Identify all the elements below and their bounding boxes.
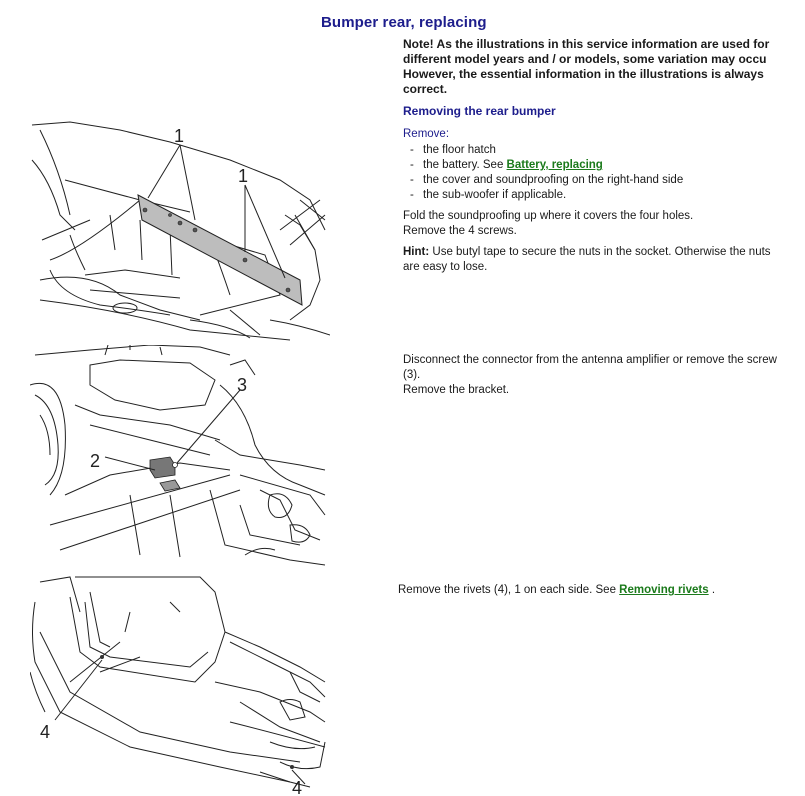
callout-label: 2 (90, 451, 101, 471)
hint-body: Use butyl tape to secure the nuts in the socket. Otherwise the nuts (429, 246, 771, 258)
callout-label: 3 (237, 375, 248, 395)
step2-line2: (3). (403, 369, 421, 381)
step3-text (398, 583, 715, 598)
list-item-text: the sub-woofer if applicable. (423, 189, 567, 201)
list-item: - the battery. See Battery, replacing (410, 159, 603, 171)
hint-text (403, 245, 771, 260)
section-heading: Removing the rear bumper (403, 104, 556, 118)
hint-label: Hint: (403, 246, 430, 258)
note-block (403, 37, 803, 97)
antenna-bracket-illustration (30, 345, 330, 570)
fold-instruction: Fold the soundproofing up where it covers the four holes. (403, 210, 694, 222)
trunk-floor-illustration (30, 120, 330, 345)
step3-suffix: . (708, 584, 716, 596)
list-item: - the cover and soundproofing on the right-hand side (410, 174, 684, 186)
list-item: - the floor hatch (410, 144, 496, 156)
removing-rivets-link[interactable]: Removing rivets (619, 584, 709, 596)
note-line: Note! As the illustrations in this service information are used for (403, 37, 770, 51)
step2-line1: Disconnect the connector from the antenna amplifier or remove the screw (403, 354, 777, 366)
list-item-text: the cover and soundproofing on the right-hand side (423, 174, 684, 186)
step2-line3: Remove the bracket. (403, 384, 510, 396)
remove-list (410, 143, 683, 203)
rear-rivets-illustration (30, 572, 330, 796)
hint-text-continued: are easy to lose. (403, 261, 488, 273)
list-item: - the sub-woofer if applicable. (410, 189, 567, 201)
list-item-text: the battery. See (423, 159, 507, 171)
note-line: different model years and / or models, some variation may occu (403, 52, 767, 66)
step3-body: Remove the rivets (4), 1 on each side. See (398, 584, 620, 596)
remove-screws-instruction: Remove the 4 screws. (403, 225, 517, 237)
callout-label: 1 (238, 166, 249, 186)
note-line: However, the essential information in the illustrations is always (403, 67, 764, 81)
list-item-text: the floor hatch (423, 144, 496, 156)
callout-label: 1 (174, 126, 185, 146)
callout-label: 4 (40, 722, 51, 742)
remove-label: Remove: (403, 128, 450, 140)
note-line: correct. (403, 82, 448, 96)
page-title: Bumper rear, replacing (321, 14, 487, 31)
callout-label: 4 (292, 778, 303, 796)
battery-replacing-link[interactable]: Battery, replacing (506, 159, 603, 171)
